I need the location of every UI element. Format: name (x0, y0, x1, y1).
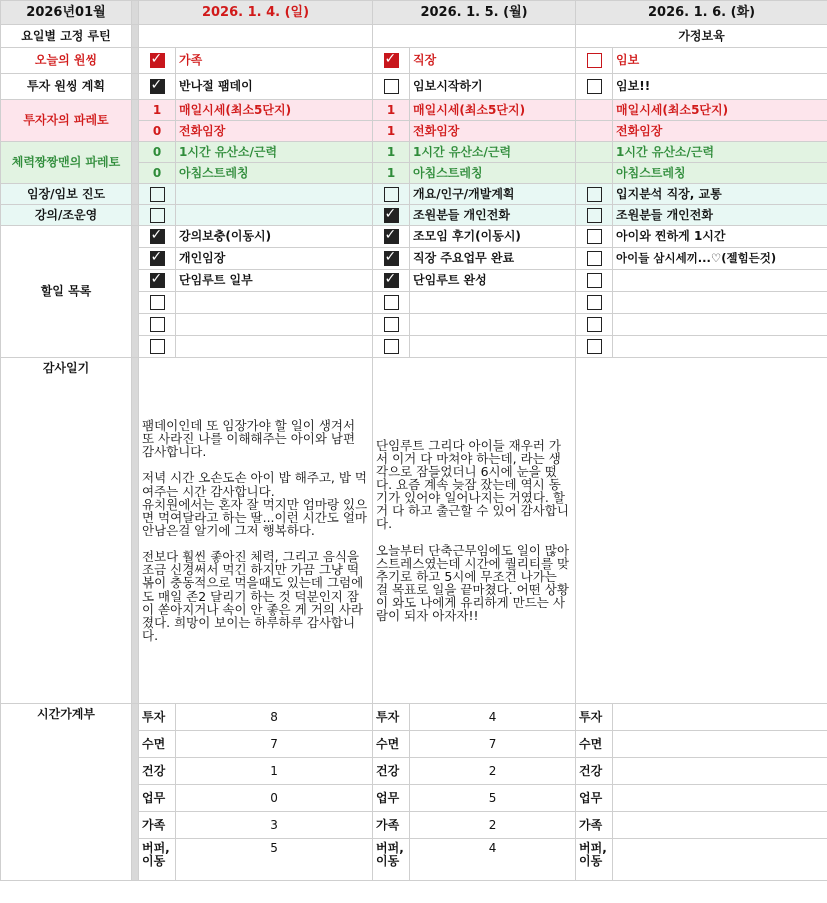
plan-day1-checkbox[interactable] (150, 79, 165, 94)
todo-checkbox[interactable] (384, 273, 399, 288)
month-cell[interactable]: 2026년01월 (1, 1, 132, 25)
progress-item[interactable] (176, 205, 373, 226)
time-value[interactable]: 7 (410, 731, 576, 758)
todo-item[interactable]: 조모임 후기(이동시) (410, 226, 576, 248)
lecture-label: 강의/조운영 (1, 205, 132, 226)
gratitude-day2-text: 단임루트 그리다 아이들 재우러 가서 이거 다 마쳐야 하는데, 라는 생각으로 잠들었더니 6시에 눈을 떴다. 요즘 계속 늦잠 잤는데 역시 동기가 있어야 일어나지는 거였다. 할거 다 하고 출근할 수 있어 감사합니다. 오늘부터 단축근무임에도 일이 많아 스트레스였는데 시간에 퀄리티를 맞추기로 하고 5시에 무조건 나가는 걸 목표로 일을 끝마쳤다. 어떤 상황이 와도 나에게 유리하게 만드는 사람이 되자 아자자!! (376, 437, 570, 624)
time-category: 버퍼, 이동 (139, 839, 176, 881)
todo-checkbox[interactable] (150, 251, 165, 266)
time-value[interactable]: 7 (176, 731, 373, 758)
time-value[interactable]: 0 (176, 785, 373, 812)
plan-day1-text[interactable]: 반나절 팸데이 (176, 74, 373, 100)
todo-checkbox[interactable] (150, 317, 165, 332)
pareto-investor-count[interactable]: 1 (139, 100, 176, 121)
day1-date[interactable]: 2026. 1. 4. (일) (139, 1, 373, 25)
todo-item[interactable] (176, 336, 373, 358)
time-category: 버퍼, 이동 (576, 839, 613, 881)
pareto-fitness-count[interactable] (576, 163, 613, 184)
progress-checkbox[interactable] (587, 208, 602, 223)
pareto-investor-item[interactable]: 전화임장 (176, 121, 373, 142)
progress-checkbox[interactable] (587, 187, 602, 202)
routine-day3[interactable]: 가정보육 (576, 25, 827, 48)
wish-day2-checkbox[interactable] (384, 53, 399, 68)
pareto-fitness-count[interactable] (576, 142, 613, 163)
progress-label: 임장/임보 진도 (1, 184, 132, 205)
todo-item[interactable]: 강의보충(이동시) (176, 226, 373, 248)
progress-checkbox[interactable] (150, 187, 165, 202)
todo-checkbox[interactable] (587, 295, 602, 310)
pareto-fitness-count[interactable]: 1 (373, 142, 410, 163)
todo-item[interactable] (613, 336, 827, 358)
pareto-investor-item[interactable]: 전화임장 (410, 121, 576, 142)
time-category: 수면 (139, 731, 176, 758)
time-value[interactable]: 4 (410, 839, 576, 881)
pareto-fitness-item[interactable]: 1시간 유산소/근력 (410, 142, 576, 163)
todo-item[interactable] (613, 314, 827, 336)
time-category: 업무 (139, 785, 176, 812)
time-category: 수면 (576, 731, 613, 758)
todo-checkbox[interactable] (384, 339, 399, 354)
todo-item[interactable] (613, 270, 827, 292)
gratitude-day3[interactable] (576, 358, 827, 704)
pareto-investor-count[interactable]: 1 (373, 121, 410, 142)
pareto-fitness-count[interactable]: 1 (373, 163, 410, 184)
pareto-fitness-count[interactable]: 0 (139, 142, 176, 163)
gratitude-day1-text: 팸데이인데 또 임장가야 할 일이 생겨서 또 사라진 나를 이해해주는 아이와 남편 감사합니다. 저녁 시간 오손도손 아이 밥 해주고, 밥 먹여주는 시간 감사합니다. 유치원에서는 혼자 잘 먹지만 엄마랑 있으면 먹여달라고 하는 딸...이런 시간도 얼마 안남은걸 알기에 그저 행복하다. 전보다 훨씬 좋아진 체력, 그리고 음식을 조금 신경써서 먹긴 하지만 가끔 그냥 떡볶이 충동적으로 먹을때도 있는데 그럼에도 매일 존2 달리기 하는 것 덕분인지 잠이 쏟아지거나 속이 안 좋은 게 거의 사라졌다. 희망이 보이는 하루하루 감사합니다. (142, 417, 368, 643)
pareto-fitness-count[interactable]: 0 (139, 163, 176, 184)
progress-item[interactable]: 조원분들 개인전화 (410, 205, 576, 226)
routine-day1[interactable] (139, 25, 373, 48)
time-value[interactable]: 5 (176, 839, 373, 881)
time-value[interactable]: 5 (410, 785, 576, 812)
progress-item[interactable] (176, 184, 373, 205)
day2-date[interactable]: 2026. 1. 5. (월) (373, 1, 576, 25)
progress-item[interactable]: 조원분들 개인전화 (613, 205, 827, 226)
pareto-investor-item[interactable]: 전화임장 (613, 121, 827, 142)
time-category: 투자 (576, 704, 613, 731)
todo-item[interactable] (410, 336, 576, 358)
wish-label: 오늘의 원씽 (1, 48, 132, 74)
progress-checkbox[interactable] (384, 208, 399, 223)
wish-day2-text[interactable]: 직장 (410, 48, 576, 74)
gratitude-day2[interactable] (373, 358, 576, 704)
todo-checkbox[interactable] (384, 229, 399, 244)
progress-item[interactable]: 입지분석 직장, 교통 (613, 184, 827, 205)
wish-day3-text[interactable]: 임보 (613, 48, 827, 74)
time-value[interactable]: 3 (176, 812, 373, 839)
todo-item[interactable]: 단임루트 완성 (410, 270, 576, 292)
todo-checkbox[interactable] (587, 317, 602, 332)
time-value[interactable] (613, 785, 827, 812)
time-category: 가족 (373, 812, 410, 839)
pareto-fitness-label: 체력짱짱맨의 파레토 (1, 142, 132, 184)
time-value[interactable] (613, 812, 827, 839)
pareto-fitness-item[interactable]: 1시간 유산소/근력 (176, 142, 373, 163)
pareto-investor-count[interactable] (576, 100, 613, 121)
time-value[interactable] (613, 758, 827, 785)
todo-checkbox[interactable] (587, 273, 602, 288)
todo-item[interactable] (613, 292, 827, 314)
time-category: 버퍼, 이동 (373, 839, 410, 881)
todo-item[interactable] (410, 314, 576, 336)
pareto-investor-item[interactable]: 매일시세(최소5단지) (410, 100, 576, 121)
pareto-fitness-item[interactable]: 아침스트레칭 (410, 163, 576, 184)
time-value[interactable] (613, 839, 827, 881)
time-category: 가족 (576, 812, 613, 839)
time-value[interactable]: 8 (176, 704, 373, 731)
time-category: 건강 (139, 758, 176, 785)
plan-day2-checkbox[interactable] (384, 79, 399, 94)
time-value[interactable]: 2 (410, 812, 576, 839)
progress-checkbox[interactable] (150, 208, 165, 223)
pareto-investor-count[interactable]: 1 (373, 100, 410, 121)
todo-checkbox[interactable] (384, 317, 399, 332)
time-value[interactable] (613, 704, 827, 731)
pareto-fitness-item[interactable]: 아침스트레칭 (176, 163, 373, 184)
wish-day1-text[interactable]: 가족 (176, 48, 373, 74)
time-category: 가족 (139, 812, 176, 839)
plan-day3-text[interactable]: 임보!! (613, 74, 827, 100)
plan-label: 투자 원씽 계획 (1, 74, 132, 100)
pareto-investor-count[interactable] (576, 121, 613, 142)
time-value[interactable] (613, 731, 827, 758)
time-value[interactable]: 2 (410, 758, 576, 785)
todo-checkbox[interactable] (587, 229, 602, 244)
wish-day3-checkbox[interactable] (587, 53, 602, 68)
pareto-investor-item[interactable]: 매일시세(최소5단지) (176, 100, 373, 121)
progress-checkbox[interactable] (384, 187, 399, 202)
gratitude-label: 감사일기 (1, 358, 132, 704)
pareto-investor-item[interactable]: 매일시세(최소5단지) (613, 100, 827, 121)
time-category: 수면 (373, 731, 410, 758)
pareto-fitness-item[interactable]: 1시간 유산소/근력 (613, 142, 827, 163)
todo-checkbox[interactable] (587, 251, 602, 266)
plan-day2-text[interactable]: 임보시작하기 (410, 74, 576, 100)
todo-item[interactable] (176, 314, 373, 336)
day3-date[interactable]: 2026. 1. 6. (화) (576, 1, 827, 25)
time-category: 업무 (576, 785, 613, 812)
progress-item[interactable]: 개요/인구/개발계획 (410, 184, 576, 205)
todo-item[interactable] (410, 292, 576, 314)
todo-checkbox[interactable] (587, 339, 602, 354)
wish-day1-checkbox[interactable] (150, 53, 165, 68)
pareto-investor-count[interactable]: 0 (139, 121, 176, 142)
pareto-investor-label: 투자자의 파레토 (1, 100, 132, 142)
todo-item[interactable] (176, 292, 373, 314)
time-category: 건강 (373, 758, 410, 785)
todo-item[interactable]: 단임루트 일부 (176, 270, 373, 292)
plan-day3-checkbox[interactable] (587, 79, 602, 94)
todo-label: 할일 목록 (1, 226, 132, 358)
pareto-fitness-item[interactable]: 아침스트레칭 (613, 163, 827, 184)
todo-item[interactable]: 개인임장 (176, 248, 373, 270)
todo-checkbox[interactable] (150, 273, 165, 288)
time-value[interactable]: 1 (176, 758, 373, 785)
todo-item[interactable]: 아이들 삼시세끼...♡(젤힘든것) (613, 248, 827, 270)
todo-checkbox[interactable] (150, 229, 165, 244)
todo-checkbox[interactable] (150, 295, 165, 310)
todo-checkbox[interactable] (384, 251, 399, 266)
time-category: 투자 (139, 704, 176, 731)
todo-item[interactable]: 아이와 찐하게 1시간 (613, 226, 827, 248)
todo-item[interactable]: 직장 주요업무 완료 (410, 248, 576, 270)
time-value[interactable]: 4 (410, 704, 576, 731)
gratitude-day1[interactable] (139, 358, 373, 704)
time-category: 업무 (373, 785, 410, 812)
todo-checkbox[interactable] (384, 295, 399, 310)
routine-label: 요일별 고정 루틴 (1, 25, 132, 48)
routine-day2[interactable] (373, 25, 576, 48)
todo-checkbox[interactable] (150, 339, 165, 354)
timebook-label: 시간가계부 (1, 704, 132, 881)
time-category: 투자 (373, 704, 410, 731)
time-category: 건강 (576, 758, 613, 785)
